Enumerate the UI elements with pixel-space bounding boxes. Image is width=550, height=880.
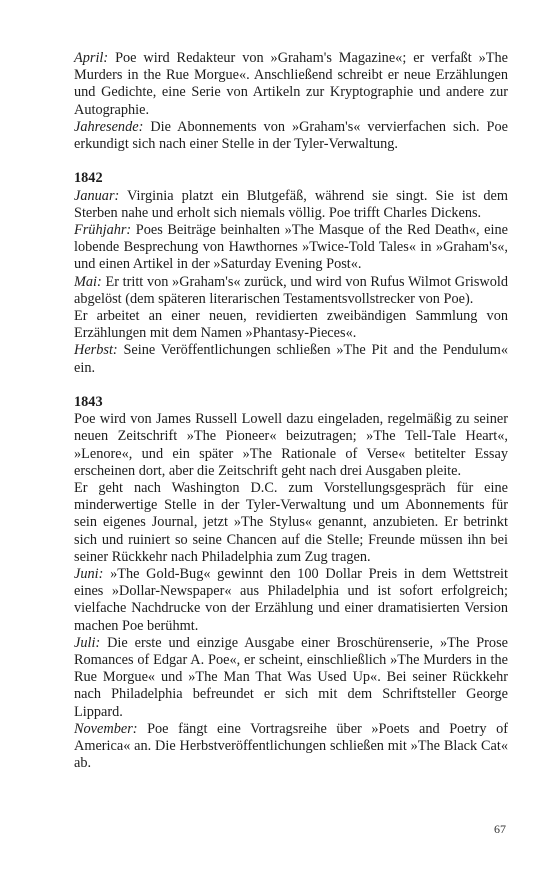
entry-label: Frühjahr: — [74, 222, 132, 239]
entry-text: Die erste und einzige Ausgabe einer Broschürenserie, »The Prose Romances of Edgar A. Poe«, er scheint, einschließlich »The Murders in the Rue Morgue« und »The Man That Was Used Up«. Bei seiner Rückkehr nach Philadelphia befreundet er sich mit dem Schriftsteller George Lippard. — [74, 634, 508, 720]
entry-herbst — [74, 342, 508, 376]
year-heading-1842: 1842 — [74, 170, 103, 187]
entry-fruehjahr — [74, 222, 508, 274]
entry-label: Mai: — [74, 273, 102, 290]
year-heading-1843: 1843 — [74, 394, 103, 411]
entry-november — [74, 721, 508, 773]
entry-juli — [74, 635, 508, 721]
chronology-text — [74, 50, 508, 773]
entry-text: Er arbeitet an einer neuen, revidierten zweibändigen Sammlung von Erzählungen mit dem Namen »Phantasy-Pieces«. — [74, 308, 508, 342]
entry-label: Juli: — [74, 634, 101, 651]
entry-label: Herbst: — [74, 342, 118, 359]
entry-april — [74, 50, 508, 119]
entry-text: Poe wird Redakteur von »Graham's Magazine«; er verfaßt »The Murders in the Rue Morgue«. Anschließend schreibt er neue Erzählungen und Gedichte, eine Serie von Artikeln zur Kryptographie und andere zur Autographie. — [74, 50, 508, 118]
entry-juni — [74, 566, 508, 635]
entry-sammlung — [74, 308, 508, 342]
entry-januar — [74, 188, 508, 222]
entry-lowell — [74, 411, 508, 480]
entry-label: Jahresende: — [74, 118, 144, 135]
entry-jahresende — [74, 119, 508, 153]
entry-text: Die Abonnements von »Graham's« vervierfachen sich. Poe erkundigt sich nach einer Stelle in der Tyler-Verwaltung. — [74, 118, 508, 153]
entry-text: Er tritt von »Graham's« zurück, und wird von Rufus Wilmot Griswold abgelöst (dem späteren literarischen Testamentsvollstrecker von Poe). — [74, 273, 508, 307]
entry-mai — [74, 274, 508, 308]
entry-text: Poe wird von James Russell Lowell dazu eingeladen, regelmäßig zu seiner neuen Zeitschrift »The Pioneer« beizutragen; »The Tell-Tale Heart«, »Lenore«, und ein später »The Rationale of Verse« betitelter Essay erscheinen dort, aber die Zeitschrift geht nach drei Ausgaben pleite. — [74, 411, 508, 479]
entry-text: Poes Beiträge beinhalten »The Masque of the Red Death«, eine lobende Besprechung von Hawthornes »Twice-Told Tales« in »Graham's«, und einen Artikel in der »Saturday Evening Post«. — [74, 222, 508, 273]
entry-label: April: — [74, 50, 109, 66]
entry-text: Seine Veröffentlichungen schließen »The Pit and the Pendulum« ein. — [74, 342, 508, 376]
entry-label: November: — [74, 720, 138, 737]
entry-text: Er geht nach Washington D.C. zum Vorstellungsgespräch für eine minderwertige Stelle in der Tyler-Verwaltung und um Abonnements für sein eigenes Journal, jetzt »The Stylus« genannt, anzubieten. Er betrinkt sich und ruiniert so seine Chancen auf die Stelle; Freunde müssen ihn bei seiner Rückkehr nach Philadelphia zum Zug tragen. — [74, 480, 508, 565]
entry-label: Juni: — [74, 566, 104, 583]
entry-washington — [74, 480, 508, 566]
entry-text: Virginia platzt ein Blutgefäß, während sie singt. Sie ist dem Sterben nahe und erholt sich niemals völlig. Poe trifft Charles Dickens. — [74, 187, 508, 221]
entry-text: Poe fängt eine Vortragsreihe über »Poets and Poetry of America« an. Die Herbstveröffentlichungen schließen mit »The Black Cat« ab. — [74, 720, 508, 772]
entry-label: Januar: — [74, 187, 120, 204]
entry-text: »The Gold-Bug« gewinnt den 100 Dollar Preis in dem Wettstreit eines »Dollar-Newspaper« aus Philadelphia und ist sofort erfolgreich; vielfache Nachdrucke von der Erzählung und einer dramatisierten Version machen Poe berühmt. — [74, 566, 508, 634]
page-number: 67 — [494, 822, 506, 836]
